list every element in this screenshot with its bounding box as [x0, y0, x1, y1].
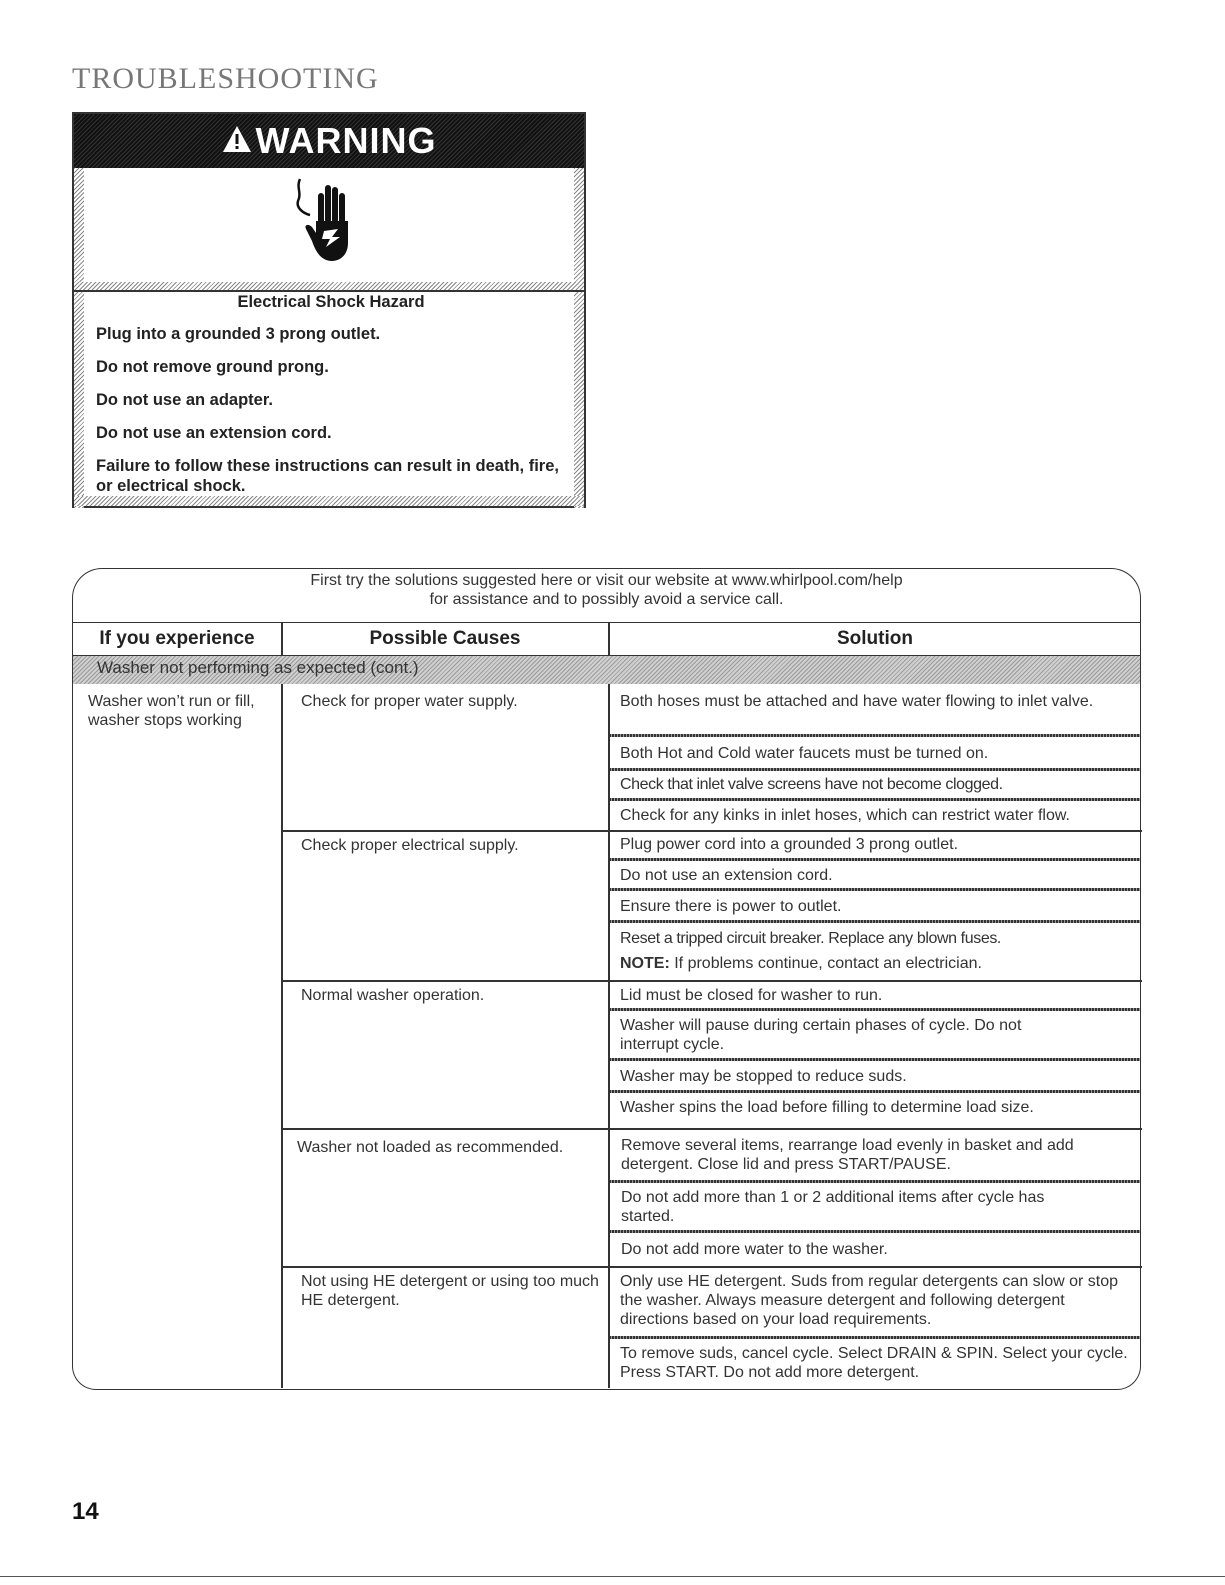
warning-line: Do not use an adapter. [96, 391, 273, 409]
group-divider [282, 830, 1142, 832]
solution-cell: Check for any kinks in inlet hoses, which can restrict water flow. [620, 807, 1070, 824]
solution-cell: Washer may be stopped to reduce suds. [620, 1068, 907, 1085]
warning-header [74, 114, 584, 168]
shock-icon-area [74, 168, 584, 284]
solution-cell: Washer spins the load before filling to determine load size. [620, 1099, 1034, 1116]
hatch-border-bottom [74, 496, 584, 506]
row-divider [609, 920, 1141, 923]
row-divider [609, 1058, 1141, 1061]
section-title: Washer not performing as expected (cont.) [97, 658, 419, 677]
intro-line-1: First try the solutions suggested here or visit our website at www.whirlpool.com/help [310, 572, 903, 589]
solution-cell: Check that inlet valve screens have not become clogged. [620, 776, 1003, 793]
section-band [72, 656, 1141, 684]
table-header [72, 622, 1141, 656]
table-body [72, 684, 1141, 1390]
row-divider [609, 1336, 1141, 1339]
warning-line: Do not remove ground prong. [96, 358, 329, 376]
solution-cell: Remove several items, rearrange load evenly in basket and add detergent. Close lid and press START/PAUSE. [621, 1137, 1074, 1173]
row-divider [609, 768, 1141, 771]
solution-cell: Ensure there is power to outlet. [620, 898, 842, 915]
solution-cell: Both Hot and Cold water faucets must be turned on. [620, 745, 989, 762]
row-divider [609, 1090, 1141, 1093]
column-divider [608, 684, 610, 1388]
row-divider [609, 1230, 1141, 1233]
solution-cell: Plug power cord into a grounded 3 prong outlet. [620, 836, 959, 853]
row-divider [609, 1008, 1141, 1011]
hatch-divider [74, 282, 584, 292]
row-divider [609, 858, 1141, 861]
note-cell [620, 954, 1130, 973]
hazard-title: Electrical Shock Hazard [237, 293, 425, 311]
solution-cell: Do not add more than 1 or 2 additional items after cycle has started. [621, 1189, 1045, 1225]
column-divider [281, 684, 283, 1388]
header-solution: Solution [837, 628, 913, 649]
warning-line: Failure to follow these instructions can result in death, fire, or electrical shock. [96, 457, 559, 495]
note-label: NOTE: [620, 955, 670, 972]
warning-triangle-icon [222, 125, 252, 158]
group-divider [282, 980, 1142, 982]
row-divider [609, 1180, 1141, 1183]
electric-shock-hand-icon [294, 173, 364, 278]
warning-line: Plug into a grounded 3 prong outlet. [96, 325, 381, 343]
solution-cell: Lid must be closed for washer to run. [620, 987, 883, 1004]
page-number: 14 [72, 1498, 99, 1525]
row-divider [609, 888, 1141, 891]
symptom-cell: Washer won’t run or fill, washer stops working [88, 693, 255, 729]
solution-cell: Reset a tripped circuit breaker. Replace any blown fuses. [620, 930, 1001, 947]
row-divider [609, 798, 1141, 801]
solution-cell: Both hoses must be attached and have water flowing to inlet valve. [620, 693, 1094, 710]
intro-line-2: for assistance and to possibly avoid a service call. [429, 591, 784, 608]
solution-cell: To remove suds, cancel cycle. Select DRAIN & SPIN. Select your cycle. Press START. Do not add more detergent. [620, 1345, 1128, 1381]
cause-cell: Check for proper water supply. [301, 693, 518, 710]
cause-cell: Washer not loaded as recommended. [297, 1139, 564, 1156]
page-title: TROUBLESHOOTING [72, 62, 379, 95]
warning-box [72, 112, 586, 508]
warning-label: WARNING [255, 120, 437, 161]
solution-cell: Only use HE detergent. Suds from regular detergents can slow or stop the washer. Always measure detergent and following detergent directions based on your load requirements. [620, 1273, 1119, 1328]
cause-cell: Normal washer operation. [301, 987, 485, 1004]
warning-text [96, 292, 566, 509]
intro-text [72, 568, 1141, 624]
solution-cell: Washer will pause during certain phases of cycle. Do not interrupt cycle. [620, 1017, 1022, 1053]
group-divider [282, 1128, 1142, 1130]
solution-cell: Do not use an extension cord. [620, 867, 833, 884]
cause-cell: Check proper electrical supply. [301, 837, 519, 854]
solution-cell: Do not add more water to the washer. [621, 1241, 888, 1258]
header-causes: Possible Causes [369, 628, 521, 649]
bottom-rule [0, 1576, 1225, 1577]
header-experience: If you experience [99, 628, 255, 649]
cause-cell: Not using HE detergent or using too much HE detergent. [301, 1273, 599, 1309]
note-text: If problems continue, contact an electrician. [669, 955, 982, 972]
row-divider [609, 734, 1141, 737]
group-divider [282, 1266, 1142, 1268]
warning-line: Do not use an extension cord. [96, 424, 332, 442]
